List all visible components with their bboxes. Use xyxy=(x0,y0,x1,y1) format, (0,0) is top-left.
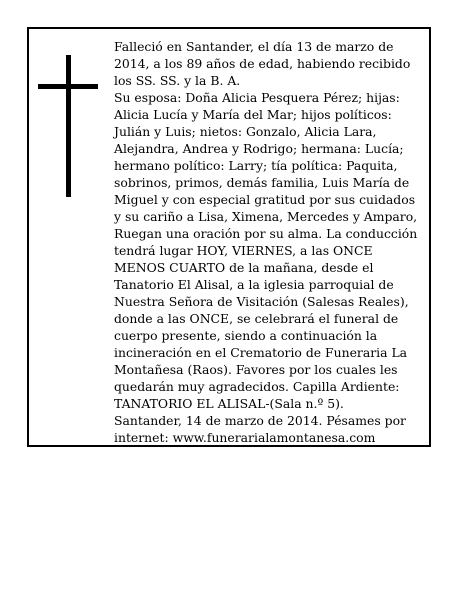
death-announcement-paragraph: Falleció en Santander, el día 13 de marzo de 2014, a los 89 años de edad, habiendo recibido los SS. SS. y la B. A. xyxy=(114,39,411,88)
obituary-text xyxy=(114,38,422,446)
family-mourners-paragraph: Su esposa: Doña Alicia Pesquera Pérez; hijas: Alicia Lucía y María del Mar; hijos políticos: Julián y Luis; nietos: Gonzalo, Alicia Lara, Alejandra, Andrea y Rodrigo; hermana: Lucía; hermano político: Larry; tía política: Paquita, sobrinos, primos, demás familia, Luis María de Miguel y con especial gratitud por sus cuidados y su cariño a Lisa, Ximena, Mercedes y Amparo, xyxy=(114,90,418,224)
cross-horizontal-bar xyxy=(38,84,98,89)
date-and-condolences-paragraph: Santander, 14 de marzo de 2014. Pésames por internet: www.funerarialamontanesa.com xyxy=(114,413,406,445)
funeral-details-paragraph: Ruegan una oración por su alma. La conducción tendrá lugar HOY, VIERNES, a las ONCE MENOS CUARTO de la mañana, desde el Tanatorio El Alisal, a la iglesia parroquial de Nuestra Señora de Visitación (Salesas Reales), donde a las ONCE, se celebrará el funeral de cuerpo presente, siendo a continuación la incineración en el Crematorio de Funeraria La Montañesa (Raos). Favores por los cuales les quedarán muy agradecidos. Capilla Ardiente: TANATORIO EL ALISAL-(Sala n.º 5). xyxy=(114,226,418,411)
cross-vertical-bar xyxy=(66,55,71,197)
